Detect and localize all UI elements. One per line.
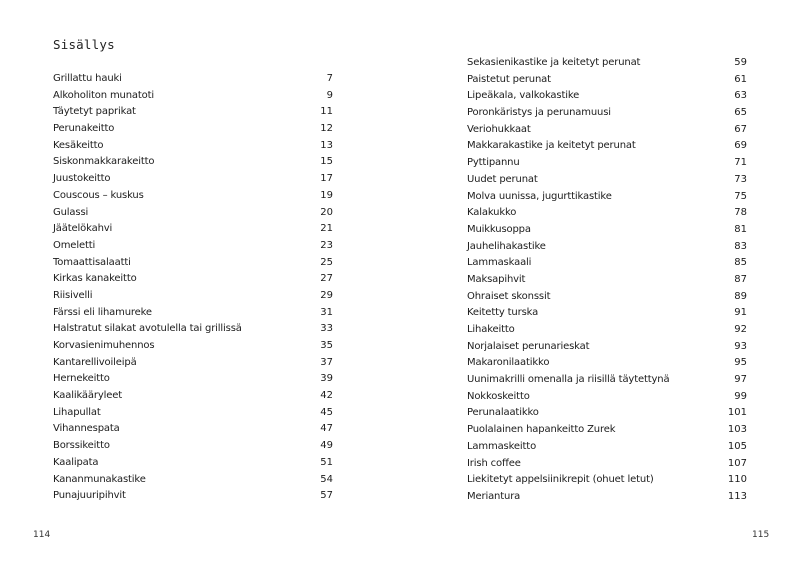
toc-entry-title: Ohraiset skonssit xyxy=(467,290,551,302)
toc-entry-title: Perunakeitto xyxy=(53,123,115,135)
toc-entry-title: Kaalikääryleet xyxy=(53,390,122,402)
toc-entry-title: Perunalaatikko xyxy=(467,407,539,419)
toc-entry-page-number: 78 xyxy=(734,207,747,219)
toc-entry-title: Jäätelökahvi xyxy=(53,223,113,235)
toc-entry-title: Muikkusoppa xyxy=(467,223,531,235)
toc-entry-title: Maksapihvit xyxy=(467,273,526,285)
toc-entry[interactable] xyxy=(467,122,747,139)
toc-entry-title: Lihapullat xyxy=(53,406,101,418)
toc-entry-page-number: 101 xyxy=(727,407,747,419)
toc-entry[interactable] xyxy=(53,488,333,505)
toc-entry-page-number: 107 xyxy=(727,457,747,469)
toc-entry[interactable] xyxy=(467,339,747,356)
toc-entry-title: Alkoholiton munatoti xyxy=(53,89,155,101)
toc-entry-title: Gulassi xyxy=(53,206,89,218)
toc-entry-title: Lipeäkala, valkokastike xyxy=(467,90,580,102)
toc-entry[interactable] xyxy=(467,355,747,372)
toc-entry[interactable] xyxy=(53,438,333,455)
toc-entry[interactable] xyxy=(53,355,333,372)
toc-entry-page-number: 17 xyxy=(320,173,333,185)
toc-entry-title: Veriohukkaat xyxy=(467,123,531,135)
toc-entry-page-number: 99 xyxy=(734,390,747,402)
toc-entry-page-number: 57 xyxy=(320,490,333,502)
toc-entry-page-number: 47 xyxy=(320,423,333,435)
toc-entry-page-number: 87 xyxy=(734,273,747,285)
toc-entry[interactable] xyxy=(53,405,333,422)
toc-entry-page-number: 93 xyxy=(734,340,747,352)
toc-entry[interactable] xyxy=(53,421,333,438)
toc-entry[interactable] xyxy=(467,72,747,89)
toc-entry-title: Molva uunissa, jugurttikastike xyxy=(467,190,612,202)
toc-entry-page-number: 29 xyxy=(320,289,333,301)
toc-entry-title: Täytetyt paprikat xyxy=(53,106,136,118)
toc-entry-title: Uunimakrilli omenalla ja riisillä täytettynä xyxy=(467,374,670,386)
toc-entry-title: Pyttipannu xyxy=(467,157,520,169)
toc-entry[interactable] xyxy=(467,222,747,239)
toc-entry[interactable] xyxy=(467,439,747,456)
toc-entry[interactable] xyxy=(53,371,333,388)
toc-entry[interactable] xyxy=(467,55,747,72)
toc-entry[interactable] xyxy=(53,338,333,355)
toc-entry-page-number: 7 xyxy=(326,73,333,84)
toc-entry[interactable] xyxy=(53,271,333,288)
toc-entry[interactable] xyxy=(467,105,747,122)
toc-entry[interactable] xyxy=(53,154,333,171)
toc-entry[interactable] xyxy=(467,422,747,439)
toc-entry[interactable] xyxy=(467,289,747,306)
toc-entry-page-number: 81 xyxy=(734,223,747,235)
toc-entry[interactable] xyxy=(53,71,333,88)
toc-entry[interactable] xyxy=(53,188,333,205)
toc-entry-page-number: 25 xyxy=(320,256,333,268)
toc-entry-title: Halstratut silakat avotulella tai grillissä xyxy=(53,323,242,335)
toc-entry-page-number: 59 xyxy=(734,57,747,68)
toc-entry-title: Liekitetyt appelsiinikrepit (ohuet letut) xyxy=(467,474,654,486)
toc-entry-title: Poronkäristys ja perunamuusi xyxy=(467,107,611,119)
toc-entry[interactable] xyxy=(53,305,333,322)
toc-entry-title: Kirkas kanakeitto xyxy=(53,273,137,285)
toc-entry-title: Meriantura xyxy=(467,490,521,502)
toc-entry-page-number: 54 xyxy=(320,473,333,485)
toc-entry-title: Makkarakastike ja keitetyt perunat xyxy=(467,140,636,152)
page-number-left: 114 xyxy=(33,530,51,540)
toc-entry-page-number: 105 xyxy=(727,440,747,452)
toc-entry[interactable] xyxy=(467,305,747,322)
toc-entry-title: Kananmunakastike xyxy=(53,473,146,485)
toc-entry[interactable] xyxy=(467,189,747,206)
toc-entry[interactable] xyxy=(53,88,333,105)
right-page xyxy=(400,0,800,568)
toc-entry-page-number: 113 xyxy=(727,490,747,502)
toc-title: Sisällys xyxy=(53,37,115,52)
toc-entry-page-number: 15 xyxy=(320,156,333,168)
toc-list-right xyxy=(467,55,747,506)
toc-entry-title: Vihannespata xyxy=(53,423,120,435)
toc-entry-page-number: 75 xyxy=(734,190,747,202)
toc-entry-page-number: 71 xyxy=(734,157,747,169)
toc-entry-page-number: 19 xyxy=(320,189,333,201)
toc-entry-title: Borssikeitto xyxy=(53,440,110,452)
toc-entry-page-number: 95 xyxy=(734,357,747,369)
toc-entry-page-number: 67 xyxy=(734,123,747,135)
toc-entry-page-number: 45 xyxy=(320,406,333,418)
toc-entry[interactable] xyxy=(53,238,333,255)
toc-entry-title: Riisivelli xyxy=(53,289,93,301)
toc-entry[interactable] xyxy=(53,104,333,121)
toc-entry-title: Paistetut perunat xyxy=(467,73,551,85)
toc-entry-title: Uudet perunat xyxy=(467,173,538,185)
toc-entry[interactable] xyxy=(467,155,747,172)
toc-entry-page-number: 13 xyxy=(320,139,333,151)
toc-entry-page-number: 65 xyxy=(734,107,747,119)
toc-entry-title: Makaronilaatikko xyxy=(467,357,550,369)
toc-entry-page-number: 9 xyxy=(326,89,333,101)
toc-entry-title: Siskonmakkarakeitto xyxy=(53,156,155,168)
toc-entry-page-number: 39 xyxy=(320,373,333,385)
toc-entry[interactable] xyxy=(467,322,747,339)
toc-entry-title: Grillattu hauki xyxy=(53,73,122,84)
toc-entry-title: Lihakeitto xyxy=(467,324,515,335)
toc-entry-title: Puolalainen hapankeitto Zurek xyxy=(467,424,616,436)
toc-entry-title: Jauhelihakastike xyxy=(467,240,546,252)
toc-entry[interactable] xyxy=(467,239,747,256)
toc-entry-page-number: 51 xyxy=(320,456,333,468)
toc-entry[interactable] xyxy=(467,405,747,422)
toc-entry-title: Norjalaiset perunarieskat xyxy=(467,340,590,352)
toc-entry[interactable] xyxy=(467,456,747,473)
toc-entry-title: Sekasienikastike ja keitetyt perunat xyxy=(467,57,641,68)
toc-entry-title: Lammaskeitto xyxy=(467,440,537,452)
toc-entry-page-number: 23 xyxy=(320,239,333,251)
toc-entry[interactable] xyxy=(53,255,333,272)
toc-entry[interactable] xyxy=(467,88,747,105)
toc-entry-title: Kantarellivoileipä xyxy=(53,356,137,368)
toc-entry-page-number: 83 xyxy=(734,240,747,252)
toc-entry-page-number: 20 xyxy=(320,206,333,218)
toc-entry-page-number: 37 xyxy=(320,356,333,368)
toc-entry[interactable] xyxy=(53,288,333,305)
toc-entry-page-number: 110 xyxy=(727,474,747,486)
toc-entry-title: Irish coffee xyxy=(467,457,521,469)
toc-entry-page-number: 61 xyxy=(734,73,747,85)
toc-entry-page-number: 12 xyxy=(320,123,333,135)
toc-entry-page-number: 42 xyxy=(320,390,333,402)
toc-list-left xyxy=(53,71,333,505)
toc-entry-title: Kaalipata xyxy=(53,456,99,468)
toc-entry-title: Kesäkeitto xyxy=(53,139,104,151)
toc-entry-title: Tomaattisalaatti xyxy=(53,256,131,268)
toc-entry[interactable] xyxy=(467,489,747,506)
toc-entry[interactable] xyxy=(53,455,333,472)
toc-entry-page-number: 85 xyxy=(734,257,747,269)
toc-entry-page-number: 63 xyxy=(734,90,747,102)
toc-entry-page-number: 92 xyxy=(734,324,747,335)
toc-entry[interactable] xyxy=(53,472,333,489)
toc-entry[interactable] xyxy=(467,472,747,489)
toc-entry[interactable] xyxy=(467,272,747,289)
toc-entry[interactable] xyxy=(53,321,333,338)
toc-entry-page-number: 97 xyxy=(734,374,747,386)
toc-entry-page-number: 103 xyxy=(727,424,747,436)
toc-entry-page-number: 91 xyxy=(734,307,747,319)
toc-entry-title: Juustokeitto xyxy=(53,173,111,185)
toc-entry-page-number: 31 xyxy=(320,306,333,318)
toc-entry-page-number: 73 xyxy=(734,173,747,185)
toc-entry[interactable] xyxy=(53,205,333,222)
toc-entry-title: Korvasienimuhennos xyxy=(53,340,155,351)
toc-entry-title: Nokkoskeitto xyxy=(467,390,530,402)
toc-entry-title: Lammaskaali xyxy=(467,257,532,269)
page-number-right: 115 xyxy=(752,530,770,540)
toc-entry-page-number: 89 xyxy=(734,290,747,302)
toc-entry-page-number: 33 xyxy=(320,323,333,335)
toc-entry[interactable] xyxy=(467,172,747,189)
toc-entry-page-number: 69 xyxy=(734,140,747,152)
toc-entry-title: Couscous – kuskus xyxy=(53,189,144,201)
toc-entry-page-number: 27 xyxy=(320,273,333,285)
toc-entry[interactable] xyxy=(53,388,333,405)
toc-entry[interactable] xyxy=(53,221,333,238)
toc-entry-page-number: 35 xyxy=(320,340,333,351)
toc-entry[interactable] xyxy=(467,205,747,222)
toc-entry-title: Kalakukko xyxy=(467,207,517,219)
toc-entry-title: Keitetty turska xyxy=(467,307,539,319)
toc-entry[interactable] xyxy=(467,138,747,155)
toc-entry[interactable] xyxy=(53,121,333,138)
toc-entry-title: Punajuuripihvit xyxy=(53,490,126,502)
toc-entry-title: Färssi eli lihamureke xyxy=(53,306,152,318)
toc-entry[interactable] xyxy=(467,372,747,389)
toc-entry-title: Hernekeitto xyxy=(53,373,110,385)
toc-entry-page-number: 49 xyxy=(320,440,333,452)
toc-entry[interactable] xyxy=(467,389,747,406)
toc-entry-page-number: 21 xyxy=(320,223,333,235)
toc-entry[interactable] xyxy=(53,171,333,188)
toc-entry-title: Omeletti xyxy=(53,239,96,251)
toc-entry[interactable] xyxy=(467,255,747,272)
toc-entry[interactable] xyxy=(53,138,333,155)
toc-entry-page-number: 11 xyxy=(320,106,333,118)
